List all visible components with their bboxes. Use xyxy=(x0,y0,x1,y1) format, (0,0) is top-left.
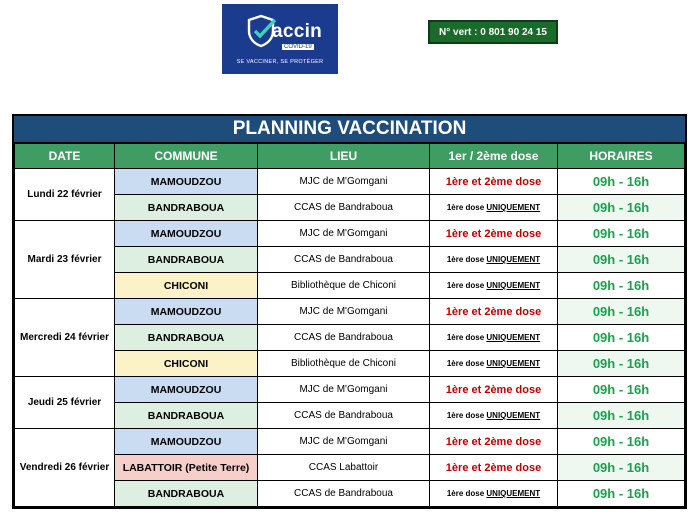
commune-cell: BANDRABOUA xyxy=(115,247,258,273)
horaires-cell: 09h - 16h xyxy=(558,377,685,403)
lieu-cell: MJC de M'Gomgani xyxy=(258,221,430,247)
col-header-dose: 1er / 2ème dose xyxy=(430,144,558,169)
horaires-cell: 09h - 16h xyxy=(558,169,685,195)
commune-cell: MAMOUDZOU xyxy=(115,221,258,247)
logo-sub: COVID-19 xyxy=(284,44,312,50)
dose-uniquement-label: UNIQUEMENT xyxy=(486,281,541,290)
logo-tagline: SE VACCINER, SE PROTÉGER xyxy=(236,59,324,65)
lieu-cell: CCAS de Bandraboua xyxy=(258,481,430,507)
horaires-cell: 09h - 16h xyxy=(558,351,685,377)
lieu-cell: MJC de M'Gomgani xyxy=(258,377,430,403)
horaires-cell: 09h - 16h xyxy=(558,481,685,507)
dose-cell: 1ère et 2ème dose xyxy=(430,299,558,325)
dose-cell xyxy=(430,195,558,221)
col-header-commune: COMMUNE xyxy=(115,144,258,169)
lieu-cell: CCAS de Bandraboua xyxy=(258,247,430,273)
table-row xyxy=(15,429,685,455)
horaires-cell: 09h - 16h xyxy=(558,221,685,247)
horaires-cell: 09h - 16h xyxy=(558,247,685,273)
dose-label: 1ère dose xyxy=(446,411,485,420)
dose-uniquement-label: UNIQUEMENT xyxy=(486,203,541,212)
dose-uniquement-label: UNIQUEMENT xyxy=(486,411,541,420)
table-row xyxy=(15,351,685,377)
date-cell: Lundi 22 février xyxy=(15,169,115,221)
table-row xyxy=(15,377,685,403)
dose-uniquement-label: UNIQUEMENT xyxy=(486,359,541,368)
lieu-cell: MJC de M'Gomgani xyxy=(258,429,430,455)
horaires-cell: 09h - 16h xyxy=(558,195,685,221)
date-cell: Jeudi 25 février xyxy=(15,377,115,429)
dose-cell: 1ère et 2ème dose xyxy=(430,221,558,247)
planning-sheet xyxy=(12,114,687,509)
commune-cell: MAMOUDZOU xyxy=(115,299,258,325)
horaires-cell: 09h - 16h xyxy=(558,403,685,429)
dose-label: 1ère dose xyxy=(446,255,485,264)
date-cell: Vendredi 26 février xyxy=(15,429,115,507)
logo-word: accin xyxy=(272,21,323,42)
dose-cell: 1ère et 2ème dose xyxy=(430,377,558,403)
planning-table xyxy=(14,143,685,507)
dose-label: 1ère dose xyxy=(446,359,485,368)
lieu-cell: CCAS de Bandraboua xyxy=(258,403,430,429)
dose-uniquement-label: UNIQUEMENT xyxy=(486,255,541,264)
table-row xyxy=(15,247,685,273)
horaires-cell: 09h - 16h xyxy=(558,273,685,299)
dose-cell xyxy=(430,247,558,273)
horaires-cell: 09h - 16h xyxy=(558,429,685,455)
commune-cell: BANDRABOUA xyxy=(115,403,258,429)
col-header-horaires: HORAIRES xyxy=(558,144,685,169)
dose-uniquement-label: UNIQUEMENT xyxy=(486,333,541,342)
dose-cell: 1ère et 2ème dose xyxy=(430,429,558,455)
date-cell: Mercredi 24 février xyxy=(15,299,115,377)
dose-cell: 1ère et 2ème dose xyxy=(430,169,558,195)
dose-cell xyxy=(430,481,558,507)
planning-title: PLANNING VACCINATION xyxy=(14,116,685,143)
dose-cell xyxy=(430,273,558,299)
horaires-cell: 09h - 16h xyxy=(558,299,685,325)
commune-cell: MAMOUDZOU xyxy=(115,169,258,195)
table-row xyxy=(15,169,685,195)
dose-cell xyxy=(430,325,558,351)
table-row xyxy=(15,299,685,325)
green-number-badge: N° vert : 0 801 90 24 15 xyxy=(428,20,558,44)
table-row xyxy=(15,273,685,299)
dose-cell xyxy=(430,351,558,377)
commune-cell: CHICONI xyxy=(115,273,258,299)
commune-cell: CHICONI xyxy=(115,351,258,377)
lieu-cell: Bibliothèque de Chiconi xyxy=(258,351,430,377)
commune-cell: MAMOUDZOU xyxy=(115,377,258,403)
horaires-cell: 09h - 16h xyxy=(558,455,685,481)
col-header-lieu: LIEU xyxy=(258,144,430,169)
lieu-cell: CCAS de Bandraboua xyxy=(258,325,430,351)
lieu-cell: CCAS de Bandraboua xyxy=(258,195,430,221)
dose-label: 1ère dose xyxy=(446,203,485,212)
vaccin-logo xyxy=(222,4,338,74)
commune-cell: LABATTOIR (Petite Terre) xyxy=(115,455,258,481)
lieu-cell: MJC de M'Gomgani xyxy=(258,299,430,325)
table-row xyxy=(15,481,685,507)
table-row xyxy=(15,403,685,429)
commune-cell: BANDRABOUA xyxy=(115,325,258,351)
table-row xyxy=(15,455,685,481)
commune-cell: BANDRABOUA xyxy=(115,481,258,507)
col-header-date: DATE xyxy=(15,144,115,169)
date-cell: Mardi 23 février xyxy=(15,221,115,299)
dose-uniquement-label: UNIQUEMENT xyxy=(486,489,541,498)
planning-body xyxy=(15,169,685,507)
table-row xyxy=(15,325,685,351)
horaires-cell: 09h - 16h xyxy=(558,325,685,351)
dose-label: 1ère dose xyxy=(446,489,485,498)
table-row xyxy=(15,195,685,221)
lieu-cell: CCAS Labattoir xyxy=(258,455,430,481)
dose-label: 1ère dose xyxy=(446,333,485,342)
dose-cell: 1ère et 2ème dose xyxy=(430,455,558,481)
lieu-cell: MJC de M'Gomgani xyxy=(258,169,430,195)
table-row xyxy=(15,221,685,247)
lieu-cell: Bibliothèque de Chiconi xyxy=(258,273,430,299)
dose-label: 1ère dose xyxy=(446,281,485,290)
commune-cell: BANDRABOUA xyxy=(115,195,258,221)
commune-cell: MAMOUDZOU xyxy=(115,429,258,455)
dose-cell xyxy=(430,403,558,429)
